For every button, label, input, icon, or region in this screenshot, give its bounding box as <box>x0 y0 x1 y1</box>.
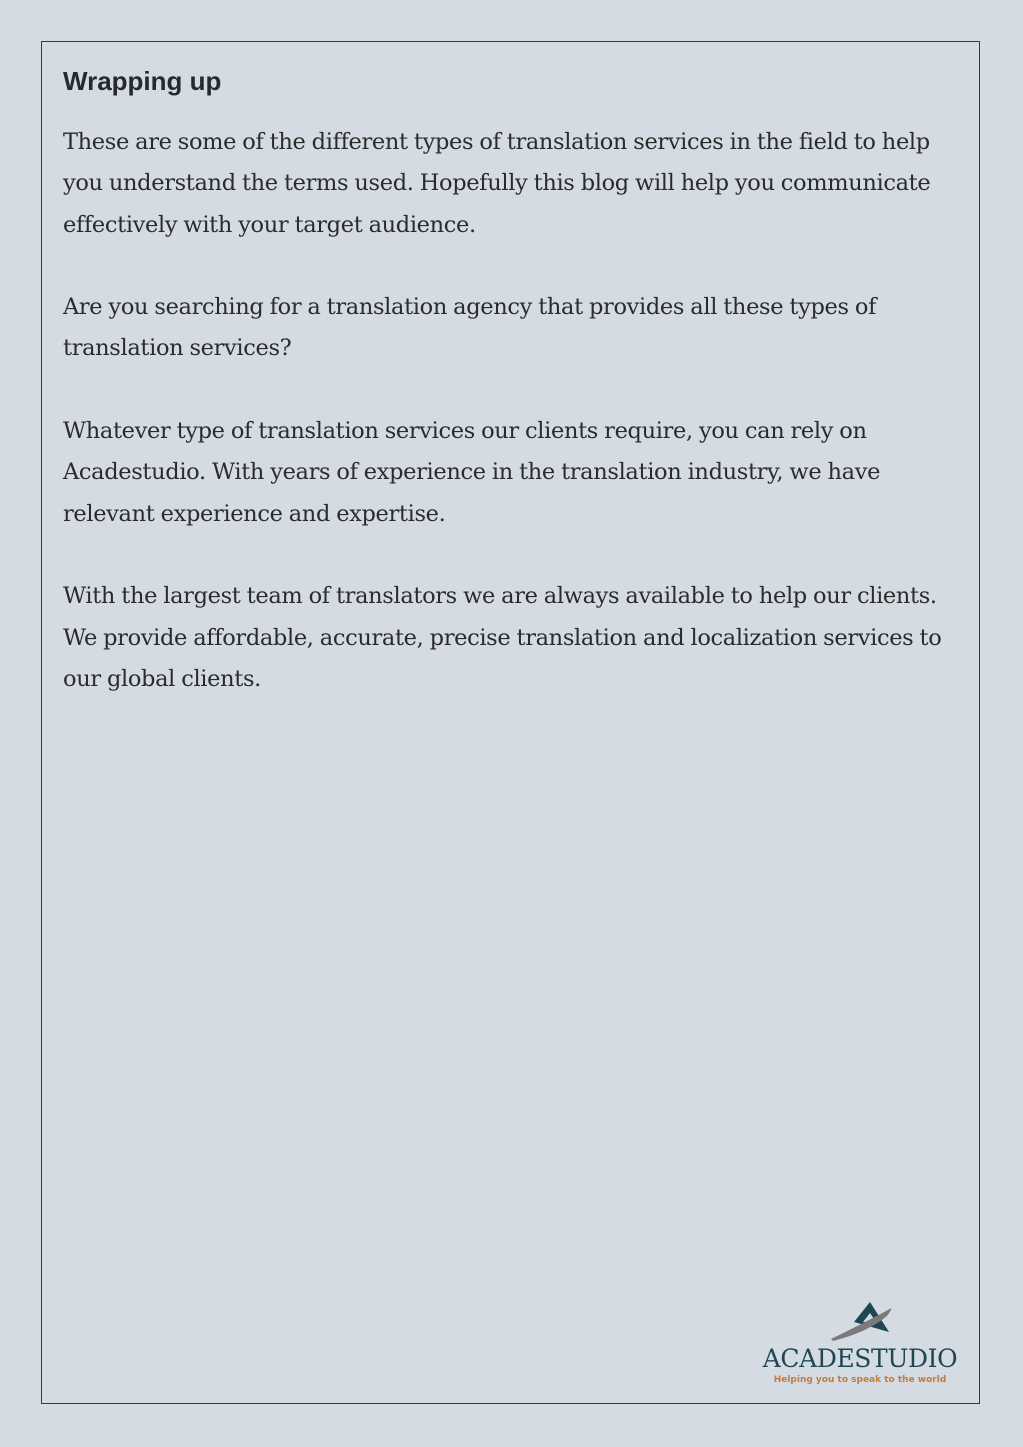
document-page <box>41 41 980 1404</box>
paragraph: Whatever type of translation services our clients require, you can rely on Acadestudio. With years of experience in the translation industry, we have relevant experience and expertise. <box>63 418 881 527</box>
logo-tagline: Helping you to speak to the world <box>773 1375 947 1385</box>
section-heading: Wrapping up <box>63 66 222 96</box>
paragraph: Are you searching for a translation agency that provides all these types of translation services? <box>63 294 877 362</box>
acadestudio-logo <box>758 1300 962 1385</box>
logo-wordmark: ACADESTUDIO <box>762 1344 958 1373</box>
paragraph: With the largest team of translators we are always available to help our clients. We provide affordable, accurate, precise translation and localization services to our global clients. <box>63 583 942 692</box>
paragraph: These are some of the different types of translation services in the field to help you understand the terms used. Hopefully this blog will help you communicate effectively with your target audience. <box>63 129 931 238</box>
body-text <box>63 122 963 741</box>
